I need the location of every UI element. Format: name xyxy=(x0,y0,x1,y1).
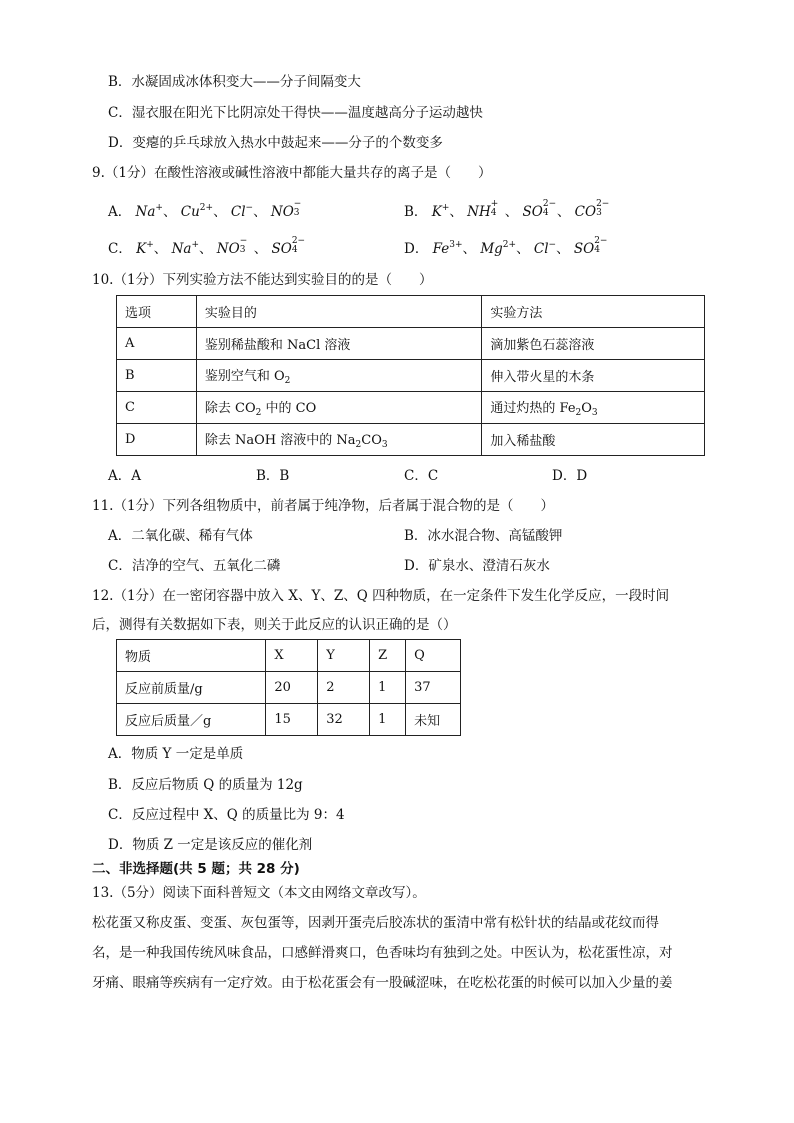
q13-paragraph-line1: 松花蛋又称皮蛋、变蛋、灰包蛋等，因剥开蛋壳后胶冻状的蛋清中常有松针状的结晶或花纹而得 xyxy=(92,915,659,931)
q10-answer-b: B．B xyxy=(256,468,290,484)
q10-stem: 10.（1分）下列实验方法不能达到实验目的的是（ ） xyxy=(92,272,433,288)
q9-stem: 9.（1分）在酸性溶液或碱性溶液中都能大量共存的离子是（ ） xyxy=(92,165,492,181)
cell-value: 2 xyxy=(318,672,370,704)
q10-answer-d: D．D xyxy=(552,468,588,484)
q11-option-c: C．洁净的空气、五氧化二磷 xyxy=(108,558,281,574)
table-row xyxy=(117,392,705,424)
cell-value: 15 xyxy=(266,704,318,736)
table-row xyxy=(117,672,461,704)
cell-label: 反应前质量/g xyxy=(117,672,266,704)
q12-table-header xyxy=(117,640,461,672)
cell-method: 伸入带火星的木条 xyxy=(482,360,705,392)
table-row xyxy=(117,328,705,360)
q13-paragraph-line3: 牙痛、眼痛等疾病有一定疗效。由于松花蛋会有一股碱涩味，在吃松花蛋的时候可以加入少量的姜 xyxy=(92,975,673,991)
q10-answer-c: C．C xyxy=(404,468,439,484)
cell-goal: 鉴别空气和 $O_2$ xyxy=(196,360,482,392)
cell-goal: 鉴别稀盐酸和 NaCl 溶液 xyxy=(196,328,482,360)
cell-method: 滴加紫色石蕊溶液 xyxy=(482,328,705,360)
q9-option-b: B． K+、 NH + 4 、 SO 2− 4 、 CO 2− 3 xyxy=(404,199,610,220)
cell-goal: 除去 NaOH 溶液中的 $Na_2CO_3$ xyxy=(196,424,482,456)
q13-stem: 13.（5分）阅读下面科普短文（本文由网络文章改写）。 xyxy=(92,885,426,901)
q11-option-b: B．冰水混合物、高锰酸钾 xyxy=(404,528,563,544)
q8-option-b: B．水凝固成冰体积变大——分子间隔变大 xyxy=(108,74,361,90)
q12-header-x: X xyxy=(266,640,318,672)
cell-method: 通过灼热的 $Fe_2O_3$ xyxy=(482,392,705,424)
table-row xyxy=(117,424,705,456)
q12-header-substance: 物质 xyxy=(117,640,266,672)
cell-value: 37 xyxy=(406,672,461,704)
section-2-title: 二、非选择题(共 5 题；共 28 分) xyxy=(92,861,300,877)
q12-stem-line2: 后，测得有关数据如下表，则关于此反应的认识正确的是（） xyxy=(92,617,457,633)
cell-option: D xyxy=(117,424,197,456)
cell-value: 未知 xyxy=(406,704,461,736)
q12-header-y: Y xyxy=(318,640,370,672)
cell-option: B xyxy=(117,360,197,392)
q13-paragraph-line2: 名，是一种我国传统风味食品，口感鲜滑爽口，色香味均有独到之处。中医认为，松花蛋性凉，对 xyxy=(92,945,673,961)
q11-option-d: D．矿泉水、澄清石灰水 xyxy=(404,558,550,574)
q12-option-a: A．物质 Y 一定是单质 xyxy=(108,746,244,762)
cell-method: 加入稀盐酸 xyxy=(482,424,705,456)
q8-option-d: D．变瘪的乒乓球放入热水中鼓起来——分子的个数变多 xyxy=(108,135,443,151)
q11-stem: 11.（1分）下列各组物质中，前者属于纯净物，后者属于混合物的是（ ） xyxy=(92,498,555,514)
cell-value: 20 xyxy=(266,672,318,704)
q12-header-q: Q xyxy=(406,640,461,672)
q8-option-c: C．湿衣服在阳光下比阴凉处干得快——温度越高分子运动越快 xyxy=(108,105,483,121)
table-row xyxy=(117,704,461,736)
cell-label: 反应后质量／g xyxy=(117,704,266,736)
cell-value: 32 xyxy=(318,704,370,736)
q12-table xyxy=(116,639,461,736)
cell-value: 1 xyxy=(370,672,406,704)
table-row xyxy=(117,360,705,392)
q12-option-c: C．反应过程中 X、Q 的质量比为 9：4 xyxy=(108,807,345,823)
cell-option: A xyxy=(117,328,197,360)
q12-option-d: D．物质 Z 一定是该反应的催化剂 xyxy=(108,837,313,853)
q12-header-z: Z xyxy=(370,640,406,672)
q9-option-c: C． K+、 Na+、 NO − 3 、 SO 2− 4 xyxy=(108,236,306,257)
q10-answer-a: A．A xyxy=(108,468,141,484)
cell-value: 1 xyxy=(370,704,406,736)
q11-option-a: A．二氧化碳、稀有气体 xyxy=(108,528,253,544)
q10-header-goal: 实验目的 xyxy=(196,296,482,328)
q10-table-header xyxy=(117,296,705,328)
q10-table xyxy=(116,295,705,456)
cell-goal: 除去 $CO_2$ 中的 CO xyxy=(196,392,482,424)
cell-option: C xyxy=(117,392,197,424)
q12-stem-line1: 12.（1分）在一密闭容器中放入 X、Y、Z、Q 四种物质，在一定条件下发生化学反应，一段时间 xyxy=(92,588,670,604)
q9-option-a: A． Na+、 $Cu^{2+}$、 Cl−、 NO − 3 xyxy=(108,199,302,220)
q12-option-b: B．反应后物质 Q 的质量为 12g xyxy=(108,777,303,793)
q10-header-method: 实验方法 xyxy=(482,296,705,328)
q10-header-option: 选项 xyxy=(117,296,197,328)
q9-option-d: D． $Fe^{3+}$、 $Mg^{2+}$、 Cl−、 SO 2− 4 xyxy=(404,236,608,257)
